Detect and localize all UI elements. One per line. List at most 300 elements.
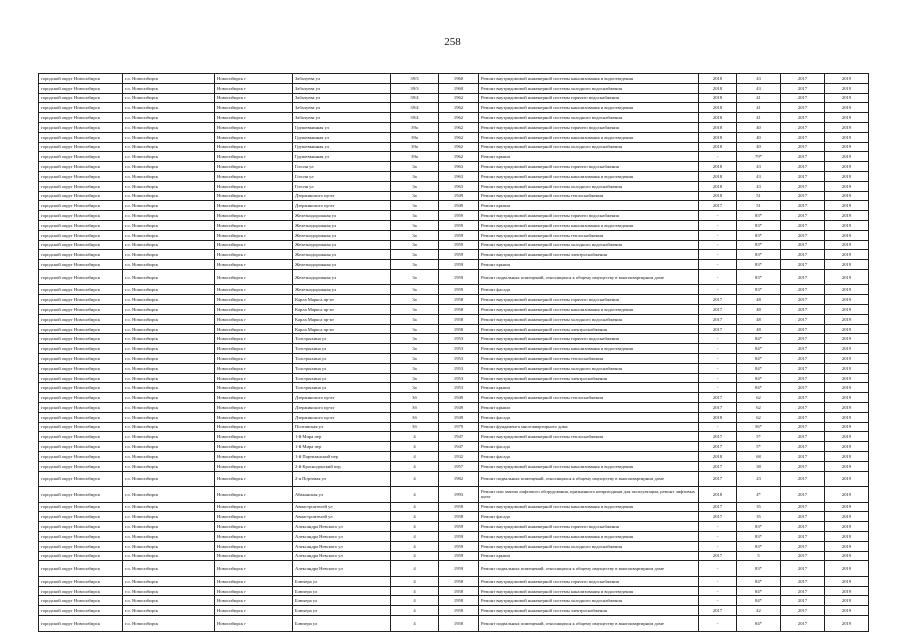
apartments-cell: 41: [737, 113, 781, 123]
work-type-cell: Ремонт внутридомовой инженерной системы электроснабжения: [479, 250, 699, 260]
year-built-cell: 1953: [439, 334, 479, 344]
street-cell: Толстрыхина ул: [293, 363, 391, 373]
year-built-cell: 1959: [439, 269, 479, 285]
municipality-cell: г.о. Новосибирск: [123, 373, 215, 383]
street-cell: Блюхера ул: [293, 576, 391, 586]
period-end-cell: 2019: [825, 393, 869, 403]
table-row: [39, 487, 869, 503]
work-type-cell: Ремонт фасада: [479, 451, 699, 461]
work-type-cell: Ремонт фасада: [479, 442, 699, 452]
period-end-cell: 2019: [825, 162, 869, 172]
period-end-cell: 2019: [825, 461, 869, 471]
apartments-cell: 48: [737, 324, 781, 334]
period-end-cell: 2019: [825, 576, 869, 586]
municipality-cell: г.о. Новосибирск: [123, 461, 215, 471]
apartments-cell: 41: [737, 103, 781, 113]
table-row: [39, 383, 869, 393]
plan-year-cell: 2017: [699, 471, 737, 487]
city-cell: Новосибирск г: [215, 502, 293, 512]
city-cell: Новосибирск г: [215, 522, 293, 532]
district-cell: городской округ Новосибирск: [39, 240, 123, 250]
period-start-cell: 2017: [781, 471, 825, 487]
table-row: [39, 344, 869, 354]
municipality-cell: г.о. Новосибирск: [123, 113, 215, 123]
apartments-cell: 43: [737, 83, 781, 93]
period-start-cell: 2017: [781, 403, 825, 413]
period-start-cell: 2017: [781, 103, 825, 113]
municipality-cell: г.о. Новосибирск: [123, 285, 215, 295]
street-cell: Дзержинского пр-кт: [293, 393, 391, 403]
city-cell: Новосибирск г: [215, 344, 293, 354]
plan-year-cell: 2018: [699, 103, 737, 113]
period-start-cell: 2017: [781, 576, 825, 586]
district-cell: городской округ Новосибирск: [39, 201, 123, 211]
street-cell: Забалуева ул: [293, 113, 391, 123]
district-cell: городской округ Новосибирск: [39, 487, 123, 503]
municipality-cell: г.о. Новосибирск: [123, 616, 215, 632]
city-cell: Новосибирск г: [215, 142, 293, 152]
municipality-cell: г.о. Новосибирск: [123, 403, 215, 413]
city-cell: Новосибирск г: [215, 83, 293, 93]
apartments-cell: 43: [737, 181, 781, 191]
period-end-cell: 2019: [825, 191, 869, 201]
plan-year-cell: -: [699, 531, 737, 541]
work-type-cell: Ремонт внутридомовой инженерной системы канализования и водоотведения: [479, 344, 699, 354]
municipality-cell: г.о. Новосибирск: [123, 295, 215, 305]
period-end-cell: 2019: [825, 93, 869, 103]
work-type-cell: Ремонт внутридомовой инженерной системы канализования и водоотведения: [479, 531, 699, 541]
plan-year-cell: -: [699, 240, 737, 250]
city-cell: Новосибирск г: [215, 561, 293, 577]
apartments-cell: 84*: [737, 616, 781, 632]
year-built-cell: 1947: [439, 432, 479, 442]
period-end-cell: 2019: [825, 531, 869, 541]
street-cell: Забалуева ул: [293, 103, 391, 113]
work-type-cell: Ремонт подвальных помещений, относящихся к общему имуществу в многоквартирном доме: [479, 471, 699, 487]
city-cell: Новосибирск г: [215, 250, 293, 260]
street-cell: Грушевкинная ул: [293, 122, 391, 132]
period-start-cell: 2017: [781, 432, 825, 442]
apartments-cell: 62: [737, 393, 781, 403]
municipality-cell: г.о. Новосибирск: [123, 487, 215, 503]
year-built-cell: 1962: [439, 122, 479, 132]
municipality-cell: г.о. Новосибирск: [123, 442, 215, 452]
period-end-cell: 2019: [825, 451, 869, 461]
plan-year-cell: -: [699, 576, 737, 586]
district-cell: городской округ Новосибирск: [39, 576, 123, 586]
apartments-cell: 83*: [737, 561, 781, 577]
house-number-cell: 3а: [391, 285, 439, 295]
repair-schedule-sheet: [38, 73, 868, 632]
municipality-cell: г.о. Новосибирск: [123, 142, 215, 152]
table-row: [39, 412, 869, 422]
table-row: [39, 260, 869, 270]
district-cell: городской округ Новосибирск: [39, 93, 123, 103]
plan-year-cell: 2018: [699, 162, 737, 172]
work-type-cell: Ремонт внутридомовой инженерной системы канализования и водоотведения: [479, 305, 699, 315]
district-cell: городской округ Новосибирск: [39, 324, 123, 334]
city-cell: Новосибирск г: [215, 451, 293, 461]
apartments-cell: 43: [737, 74, 781, 84]
district-cell: городской округ Новосибирск: [39, 461, 123, 471]
district-cell: городской округ Новосибирск: [39, 502, 123, 512]
apartments-cell: 40: [737, 132, 781, 142]
house-number-cell: 4: [391, 487, 439, 503]
year-built-cell: 1949: [439, 412, 479, 422]
house-number-cell: 3а: [391, 334, 439, 344]
period-start-cell: 2017: [781, 461, 825, 471]
period-end-cell: 2019: [825, 512, 869, 522]
work-type-cell: Ремонт внутридомовой инженерной системы горячего водоснабжения: [479, 334, 699, 344]
house-number-cell: 3а: [391, 295, 439, 305]
city-cell: Новосибирск г: [215, 230, 293, 240]
work-type-cell: Ремонт внутридомовой инженерной системы теплоснабжения: [479, 191, 699, 201]
period-end-cell: 2019: [825, 269, 869, 285]
municipality-cell: г.о. Новосибирск: [123, 191, 215, 201]
table-row: [39, 502, 869, 512]
district-cell: городской округ Новосибирск: [39, 616, 123, 632]
street-cell: Толстрыхина ул: [293, 354, 391, 364]
apartments-cell: 40: [737, 142, 781, 152]
house-number-cell: 3а: [391, 171, 439, 181]
year-built-cell: 1953: [439, 373, 479, 383]
city-cell: Новосибирск г: [215, 220, 293, 230]
house-number-cell: 3а: [391, 314, 439, 324]
city-cell: Новосибирск г: [215, 576, 293, 586]
city-cell: Новосибирск г: [215, 305, 293, 315]
year-built-cell: 1962: [439, 142, 479, 152]
district-cell: городской округ Новосибирск: [39, 260, 123, 270]
work-type-cell: Ремонт внутридомовой инженерной системы канализования и водоотведения: [479, 171, 699, 181]
house-number-cell: 39/4: [391, 103, 439, 113]
plan-year-cell: 2017: [699, 393, 737, 403]
period-start-cell: 2017: [781, 122, 825, 132]
year-built-cell: 1959: [439, 211, 479, 221]
plan-year-cell: 2017: [699, 314, 737, 324]
street-cell: 1-й Мира пер: [293, 442, 391, 452]
period-end-cell: 2019: [825, 220, 869, 230]
district-cell: городской округ Новосибирск: [39, 551, 123, 561]
year-built-cell: 1993: [439, 487, 479, 503]
plan-year-cell: -: [699, 383, 737, 393]
table-row: [39, 295, 869, 305]
house-number-cell: 4: [391, 576, 439, 586]
table-row: [39, 269, 869, 285]
plan-year-cell: -: [699, 211, 737, 221]
table-row: [39, 442, 869, 452]
city-cell: Новосибирск г: [215, 442, 293, 452]
period-end-cell: 2019: [825, 113, 869, 123]
table-row: [39, 363, 869, 373]
municipality-cell: г.о. Новосибирск: [123, 152, 215, 162]
work-type-cell: Ремонт внутридомовой инженерной системы холодного водоснабжения: [479, 113, 699, 123]
district-cell: городской округ Новосибирск: [39, 522, 123, 532]
house-number-cell: 3а: [391, 191, 439, 201]
house-number-cell: 4: [391, 522, 439, 532]
district-cell: городской округ Новосибирск: [39, 305, 123, 315]
period-end-cell: 2019: [825, 432, 869, 442]
period-end-cell: 2019: [825, 334, 869, 344]
period-start-cell: 2017: [781, 561, 825, 577]
table-row: [39, 616, 869, 632]
house-number-cell: 39а: [391, 122, 439, 132]
street-cell: Толстрыхина ул: [293, 334, 391, 344]
period-end-cell: 2019: [825, 354, 869, 364]
district-cell: городской округ Новосибирск: [39, 132, 123, 142]
period-end-cell: 2019: [825, 142, 869, 152]
district-cell: городской округ Новосибирск: [39, 451, 123, 461]
house-number-cell: 39/4: [391, 93, 439, 103]
period-end-cell: 2019: [825, 103, 869, 113]
apartments-cell: 84*: [737, 354, 781, 364]
city-cell: Новосибирск г: [215, 171, 293, 181]
period-start-cell: 2017: [781, 260, 825, 270]
period-end-cell: 2019: [825, 152, 869, 162]
apartments-cell: 5*: [737, 432, 781, 442]
street-cell: Гоголя ул: [293, 181, 391, 191]
work-type-cell: Ремонт внутридомовой инженерной системы канализования и водоотведения: [479, 74, 699, 84]
city-cell: Новосибирск г: [215, 432, 293, 442]
work-type-cell: Ремонт внутридомовой инженерной системы канализования и водоотведения: [479, 103, 699, 113]
city-cell: Новосибирск г: [215, 191, 293, 201]
work-type-cell: Ремонт подвальных помещений, относящихся к общему имуществу в многоквартирном доме: [479, 561, 699, 577]
house-number-cell: 3а: [391, 269, 439, 285]
year-built-cell: 1953: [439, 383, 479, 393]
work-type-cell: Ремонт внутридомовой инженерной системы холодного водоснабжения: [479, 142, 699, 152]
city-cell: Новосибирск г: [215, 461, 293, 471]
apartments-cell: 84*: [737, 383, 781, 393]
district-cell: городской округ Новосибирск: [39, 606, 123, 616]
house-number-cell: 39/4: [391, 113, 439, 123]
period-start-cell: 2017: [781, 334, 825, 344]
city-cell: Новосибирск г: [215, 240, 293, 250]
year-built-cell: 1962: [439, 152, 479, 162]
work-type-cell: Ремонт внутридомовой инженерной системы электроснабжения: [479, 606, 699, 616]
year-built-cell: 1958: [439, 314, 479, 324]
period-end-cell: 2019: [825, 373, 869, 383]
city-cell: Новосибирск г: [215, 211, 293, 221]
period-start-cell: 2017: [781, 113, 825, 123]
municipality-cell: г.о. Новосибирск: [123, 471, 215, 487]
year-built-cell: 1958: [439, 305, 479, 315]
period-end-cell: 2019: [825, 383, 869, 393]
district-cell: городской округ Новосибирск: [39, 393, 123, 403]
work-type-cell: Ремонт фасада: [479, 512, 699, 522]
table-row: [39, 132, 869, 142]
district-cell: городской округ Новосибирск: [39, 363, 123, 373]
house-number-cell: 3а: [391, 162, 439, 172]
year-built-cell: 1958: [439, 502, 479, 512]
year-built-cell: 1959: [439, 541, 479, 551]
year-built-cell: 1962: [439, 93, 479, 103]
work-type-cell: Ремонт внутридомовой инженерной системы горячего водоснабжения: [479, 162, 699, 172]
year-built-cell: 1958: [439, 576, 479, 586]
plan-year-cell: 2017: [699, 295, 737, 305]
district-cell: городской округ Новосибирск: [39, 230, 123, 240]
city-cell: Новосибирск г: [215, 354, 293, 364]
plan-year-cell: -: [699, 586, 737, 596]
city-cell: Новосибирск г: [215, 122, 293, 132]
year-built-cell: 1962: [439, 113, 479, 123]
plan-year-cell: -: [699, 250, 737, 260]
year-built-cell: 1959: [439, 230, 479, 240]
period-end-cell: 2019: [825, 260, 869, 270]
work-type-cell: Ремонт внутридомовой инженерной системы теплоснабжения: [479, 393, 699, 403]
city-cell: Новосибирск г: [215, 74, 293, 84]
house-number-cell: 3а: [391, 363, 439, 373]
apartments-cell: 84*: [737, 596, 781, 606]
period-end-cell: 2019: [825, 230, 869, 240]
district-cell: городской округ Новосибирск: [39, 314, 123, 324]
apartments-cell: 83*: [737, 240, 781, 250]
street-cell: Авиастроителей ул: [293, 502, 391, 512]
apartments-cell: 4*: [737, 487, 781, 503]
period-start-cell: 2017: [781, 191, 825, 201]
work-type-cell: Ремонт внутридомовой инженерной системы канализования и водоотведения: [479, 502, 699, 512]
apartments-cell: 83*: [737, 250, 781, 260]
year-built-cell: 1959: [439, 220, 479, 230]
plan-year-cell: 2017: [699, 324, 737, 334]
district-cell: городской округ Новосибирск: [39, 586, 123, 596]
district-cell: городской округ Новосибирск: [39, 373, 123, 383]
city-cell: Новосибирск г: [215, 181, 293, 191]
plan-year-cell: 2018: [699, 74, 737, 84]
house-number-cell: 3а: [391, 230, 439, 240]
plan-year-cell: -: [699, 220, 737, 230]
street-cell: Грушевкинная ул: [293, 142, 391, 152]
district-cell: городской округ Новосибирск: [39, 211, 123, 221]
year-built-cell: 1953: [439, 363, 479, 373]
municipality-cell: г.о. Новосибирск: [123, 422, 215, 432]
period-end-cell: 2019: [825, 305, 869, 315]
apartments-cell: 51: [737, 201, 781, 211]
period-end-cell: 2019: [825, 606, 869, 616]
district-cell: городской округ Новосибирск: [39, 471, 123, 487]
district-cell: городской округ Новосибирск: [39, 152, 123, 162]
city-cell: Новосибирск г: [215, 422, 293, 432]
municipality-cell: г.о. Новосибирск: [123, 220, 215, 230]
plan-year-cell: 2018: [699, 93, 737, 103]
municipality-cell: г.о. Новосибирск: [123, 531, 215, 541]
district-cell: городской округ Новосибирск: [39, 250, 123, 260]
year-built-cell: 1963: [439, 171, 479, 181]
municipality-cell: г.о. Новосибирск: [123, 522, 215, 532]
municipality-cell: г.о. Новосибирск: [123, 393, 215, 403]
city-cell: Новосибирск г: [215, 531, 293, 541]
period-start-cell: 2017: [781, 314, 825, 324]
city-cell: Новосибирск г: [215, 363, 293, 373]
street-cell: Александра Невского ул: [293, 522, 391, 532]
city-cell: Новосибирск г: [215, 113, 293, 123]
street-cell: Забалуева ул: [293, 74, 391, 84]
municipality-cell: г.о. Новосибирск: [123, 383, 215, 393]
table-row: [39, 230, 869, 240]
plan-year-cell: 2017: [699, 442, 737, 452]
apartments-cell: 51: [737, 191, 781, 201]
house-number-cell: 3а: [391, 305, 439, 315]
municipality-cell: г.о. Новосибирск: [123, 132, 215, 142]
period-start-cell: 2017: [781, 220, 825, 230]
district-cell: городской округ Новосибирск: [39, 344, 123, 354]
house-number-cell: 3а: [391, 240, 439, 250]
period-end-cell: 2019: [825, 551, 869, 561]
table-row: [39, 403, 869, 413]
street-cell: Александра Невского ул: [293, 541, 391, 551]
period-end-cell: 2019: [825, 363, 869, 373]
year-built-cell: 1963: [439, 162, 479, 172]
period-end-cell: 2019: [825, 522, 869, 532]
plan-year-cell: 2017: [699, 606, 737, 616]
work-type-cell: Ремонт внутридомовой инженерной системы горячего водоснабжения: [479, 522, 699, 532]
house-number-cell: 3а: [391, 181, 439, 191]
street-cell: Карла Маркса пр-кт: [293, 324, 391, 334]
year-built-cell: 1959: [439, 561, 479, 577]
period-end-cell: 2019: [825, 412, 869, 422]
district-cell: городской округ Новосибирск: [39, 354, 123, 364]
house-number-cell: 4: [391, 442, 439, 452]
apartments-cell: 43: [737, 171, 781, 181]
house-number-cell: 4: [391, 512, 439, 522]
city-cell: Новосибирск г: [215, 269, 293, 285]
municipality-cell: г.о. Новосибирск: [123, 363, 215, 373]
period-start-cell: 2017: [781, 250, 825, 260]
period-start-cell: 2017: [781, 422, 825, 432]
period-start-cell: 2017: [781, 412, 825, 422]
plan-year-cell: 2017: [699, 502, 737, 512]
city-cell: Новосибирск г: [215, 103, 293, 113]
plan-year-cell: 2018: [699, 122, 737, 132]
apartments-cell: 40: [737, 122, 781, 132]
apartments-cell: 83*: [737, 230, 781, 240]
table-row: [39, 152, 869, 162]
period-start-cell: 2017: [781, 586, 825, 596]
plan-year-cell: -: [699, 373, 737, 383]
plan-year-cell: -: [699, 334, 737, 344]
plan-year-cell: -: [699, 354, 737, 364]
house-number-cell: 3а: [391, 260, 439, 270]
year-built-cell: 1959: [439, 240, 479, 250]
street-cell: Александра Невского ул: [293, 531, 391, 541]
city-cell: Новосибирск г: [215, 606, 293, 616]
table-row: [39, 211, 869, 221]
apartments-cell: 5: [737, 551, 781, 561]
period-end-cell: 2019: [825, 541, 869, 551]
table-body: [39, 74, 869, 632]
house-number-cell: 3а: [391, 201, 439, 211]
city-cell: Новосибирск г: [215, 412, 293, 422]
table-row: [39, 471, 869, 487]
street-cell: Дзержинского пр-кт: [293, 412, 391, 422]
year-built-cell: 1958: [439, 324, 479, 334]
plan-year-cell: 2017: [699, 403, 737, 413]
table-row: [39, 324, 869, 334]
apartments-cell: 5*: [737, 442, 781, 452]
work-type-cell: Ремонт внутридомовой инженерной системы холодного водоснабжения: [479, 181, 699, 191]
street-cell: Авиастроителей ул: [293, 512, 391, 522]
municipality-cell: г.о. Новосибирск: [123, 344, 215, 354]
year-built-cell: 1959: [439, 285, 479, 295]
plan-year-cell: -: [699, 344, 737, 354]
district-cell: городской округ Новосибирск: [39, 403, 123, 413]
municipality-cell: г.о. Новосибирск: [123, 230, 215, 240]
year-built-cell: 1949: [439, 393, 479, 403]
year-built-cell: 1959: [439, 551, 479, 561]
street-cell: Забалуева ул: [293, 83, 391, 93]
table-row: [39, 512, 869, 522]
period-start-cell: 2017: [781, 344, 825, 354]
apartments-cell: 62: [737, 403, 781, 413]
apartments-cell: 84*: [737, 373, 781, 383]
